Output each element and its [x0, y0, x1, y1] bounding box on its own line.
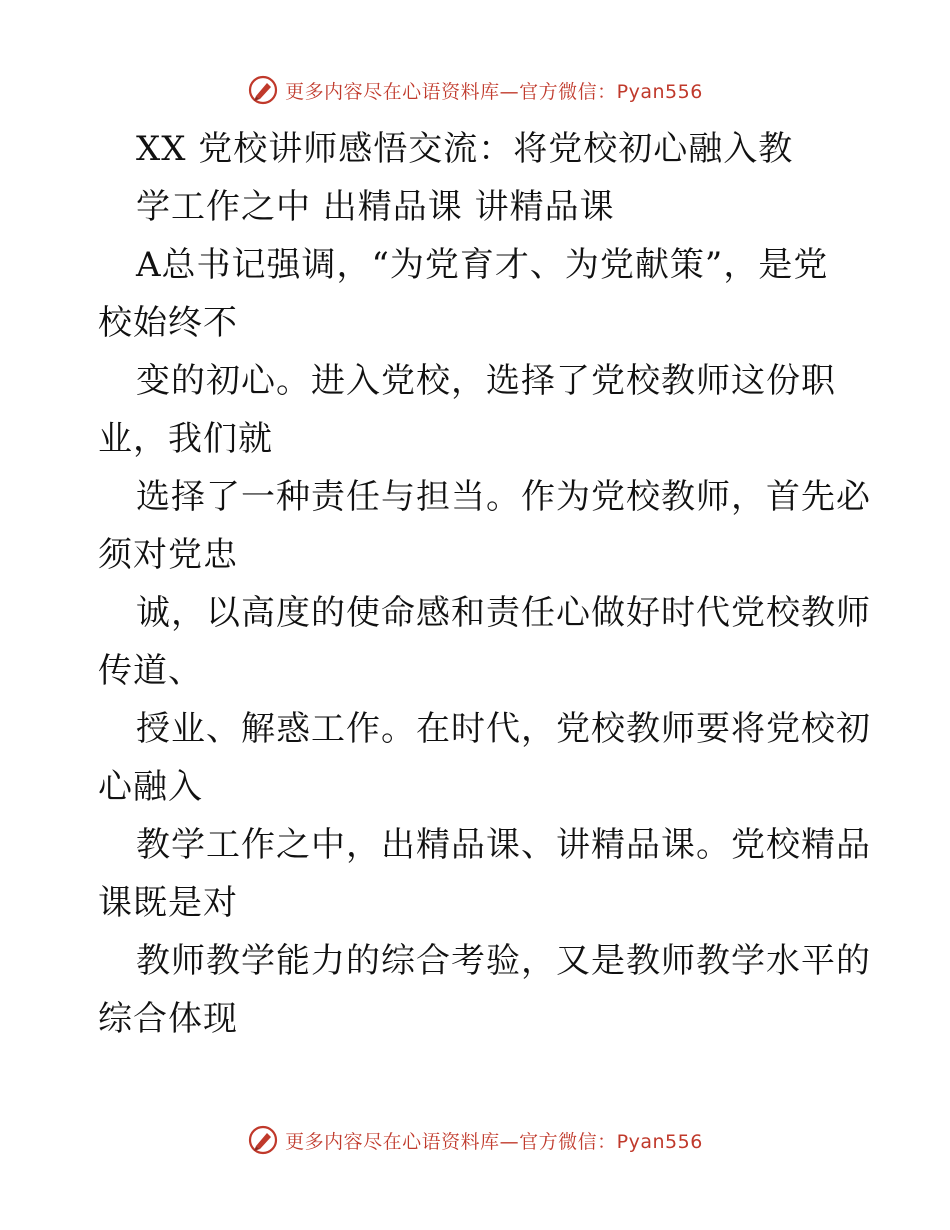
header-banner [0, 70, 950, 110]
doc-line: 教学工作之中，出精品课、讲精品课。党校精品 [136, 825, 871, 865]
doc-line: 综合体现 [98, 999, 238, 1039]
pen-logo-icon [247, 74, 279, 106]
document-body [98, 120, 871, 1048]
doc-line: 诚，以高度的使命感和责任心做好时代党校教师 [136, 593, 871, 633]
doc-line: 心融入 [98, 767, 203, 807]
doc-line: A总书记强调，“为党育才、为党献策”，是党 [136, 245, 829, 285]
doc-line: 学工作之中 出精品课 讲精品课 [136, 187, 615, 227]
doc-line: XX 党校讲师感悟交流：将党校初心融入教 [136, 129, 794, 169]
doc-line: 业，我们就 [98, 419, 273, 459]
doc-line: 校始终不 [98, 303, 238, 343]
header-banner-text: 更多内容尽在心语资料库—官方微信：Pyan556 [285, 80, 703, 103]
footer-wechat-id: Pyan556 [616, 1130, 703, 1153]
footer-banner [0, 1120, 950, 1160]
doc-line: 须对党忠 [98, 535, 238, 575]
doc-line: 选择了一种责任与担当。作为党校教师，首先必 [136, 477, 871, 517]
header-wechat-id: Pyan556 [616, 80, 703, 103]
doc-line: 授业、解惑工作。在时代，党校教师要将党校初 [136, 709, 871, 749]
doc-line: 课既是对 [98, 883, 238, 923]
pen-logo-icon [247, 1124, 279, 1156]
doc-line: 变的初心。进入党校，选择了党校教师这份职 [136, 361, 836, 401]
doc-line: 教师教学能力的综合考验，又是教师教学水平的 [136, 941, 871, 981]
footer-banner-text: 更多内容尽在心语资料库—官方微信：Pyan556 [285, 1130, 703, 1153]
doc-line: 传道、 [98, 651, 203, 691]
